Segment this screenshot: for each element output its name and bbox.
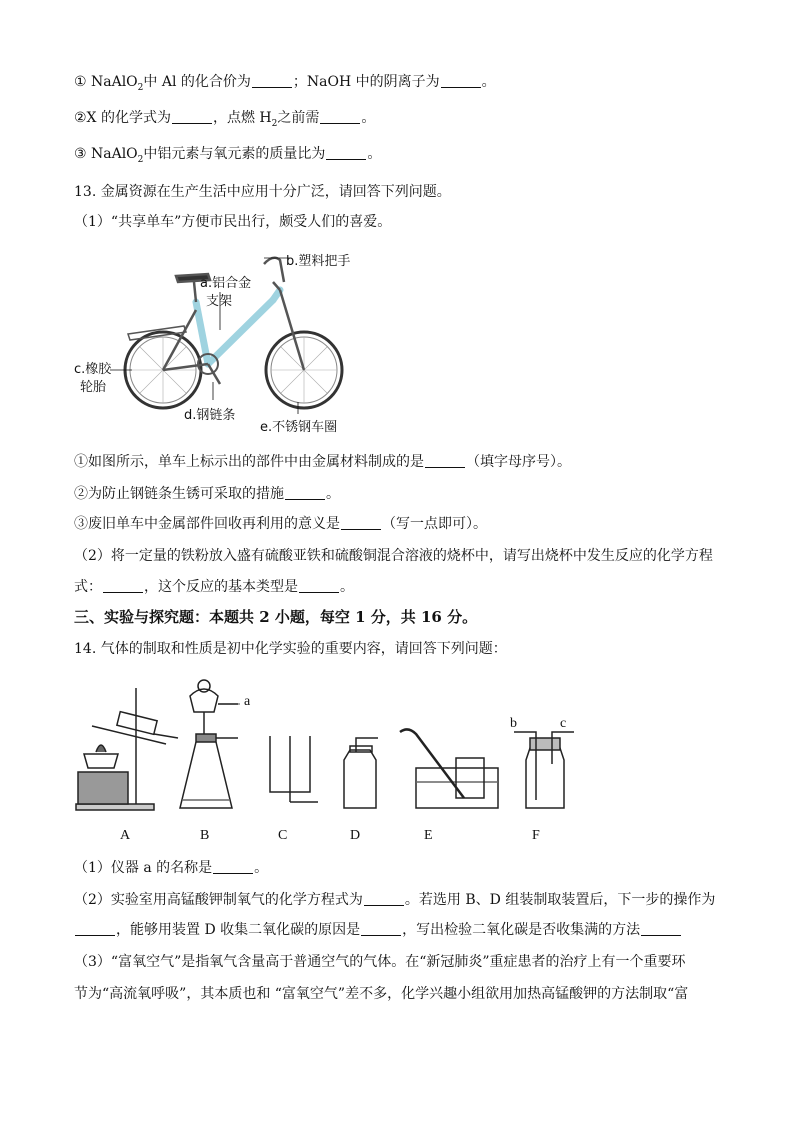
text: （填字母序号）。 [466,454,571,470]
text: ① NaAlO [74,74,138,90]
answer-blank[interactable] [641,921,681,936]
answer-blank[interactable] [361,921,401,936]
apparatus-label: E [424,828,433,843]
question-line: （3）“富氧空气”是指氧气含量高于普通空气的气体。在“新冠肺炎”重症患者的治疗上有一个重要环 [74,954,686,970]
label-b: b [510,716,517,731]
apparatus-e [400,729,498,808]
question-line [74,890,724,910]
subscript: 2 [271,118,278,129]
text: 。若选用 B、D 组装制取装置后，下一步的操作为 [404,892,716,908]
answer-blank[interactable] [285,485,325,500]
apparatus-label: C [278,828,288,843]
answer-blank[interactable] [326,145,366,160]
apparatus-c [270,736,318,802]
answer-blank[interactable] [425,453,465,468]
bike-label-a2: 支架 [206,294,233,309]
question-13-part1: （1）“共享单车”方便市民出行，颇受人们的喜爱。 [74,214,392,230]
bike-label-a1: a.铝合金 [200,276,252,291]
question-line [74,108,724,134]
question-line [74,452,724,472]
label-a: a [244,694,251,709]
question-line [74,484,724,504]
apparatus-label: A [120,828,131,843]
answer-blank[interactable] [364,891,404,906]
apparatus-label: D [350,828,361,843]
apparatus-label: F [532,828,540,843]
question-line [74,514,724,534]
section-3-heading: 三、实验与探究题：本题共 2 小题，每空 1 分，共 16 分。 [74,608,478,626]
answer-blank[interactable] [299,578,339,593]
answer-blank[interactable] [103,578,143,593]
text: 。 [340,579,354,595]
apparatus-figure [70,668,590,818]
text: 中铝元素与氧元素的质量比为 [143,146,326,162]
text: （写一点即可）。 [382,516,487,532]
text: 式： [74,579,102,595]
text: ，这个反应的基本类型是 [144,579,298,595]
question-line [74,920,724,940]
question-line [74,858,724,878]
answer-blank[interactable] [172,109,212,124]
question-line: （2）将一定量的铁粉放入盛有硫酸亚铁和硫酸铜混合溶液的烧杯中，请写出烧杯中发生反应的化学方程 [74,548,713,564]
text: ②X 的化学式为 [74,110,171,126]
text: ；NaOH 中的阴离子为 [292,74,440,90]
text: ，写出检验二氧化碳是否收集满的方法 [402,922,641,938]
text: （1）仪器 a 的名称是 [74,860,213,876]
text: 。 [367,146,382,162]
subscript: 2 [137,82,144,93]
text: 。 [481,74,496,90]
text: ，能够用装置 D 收集二氧化碳的原因是 [116,922,361,938]
answer-blank[interactable] [75,921,115,936]
question-13-title: 13. 金属资源在生产生活中应用十分广泛，请回答下列问题。 [74,184,451,200]
bike-label-c1: c.橡胶 [74,362,112,377]
text: ②为防止钢链条生锈可采取的措施 [74,486,284,502]
bike-label-e: e.不锈钢车圈 [260,420,338,435]
apparatus-b [180,680,238,808]
answer-blank[interactable] [441,73,481,88]
apparatus-label: B [200,828,210,843]
text: 。 [326,486,340,502]
text: 。 [254,860,269,876]
answer-blank[interactable] [252,73,292,88]
question-14-title: 14. 气体的制取和性质是初中化学实验的重要内容，请回答下列问题： [74,641,507,657]
apparatus-f [514,732,574,808]
answer-blank[interactable] [213,859,253,874]
question-line [74,577,724,597]
bike-label-b: b.塑料把手 [286,254,351,269]
bike-label-d: d.钢链条 [184,408,236,423]
apparatus-a [76,688,178,810]
apparatus-d [344,738,378,808]
label-c: c [560,716,567,731]
question-line [74,144,724,170]
text: 。 [361,110,376,126]
text: ③ NaAlO [74,146,138,162]
text: ，点燃 H [212,110,272,126]
answer-blank[interactable] [320,109,360,124]
text: 之前需 [277,110,320,126]
answer-blank[interactable] [341,515,381,530]
bike-label-c2: 轮胎 [80,380,107,395]
text: （2）实验室用高锰酸钾制氧气的化学方程式为 [74,892,363,908]
question-line: 节为“高流氧呼吸”，其本质也和 “富氧空气”差不多，化学兴趣小组欲用加热高锰酸钾的方法制取“富 [74,986,689,1002]
subscript: 2 [137,154,144,165]
text: 中 Al 的化合价为 [143,74,251,90]
text: ①如图所示，单车上标示出的部件中由金属材料制成的是 [74,454,424,470]
question-line [74,72,724,98]
text: ③废旧单车中金属部件回收再利用的意义是 [74,516,340,532]
